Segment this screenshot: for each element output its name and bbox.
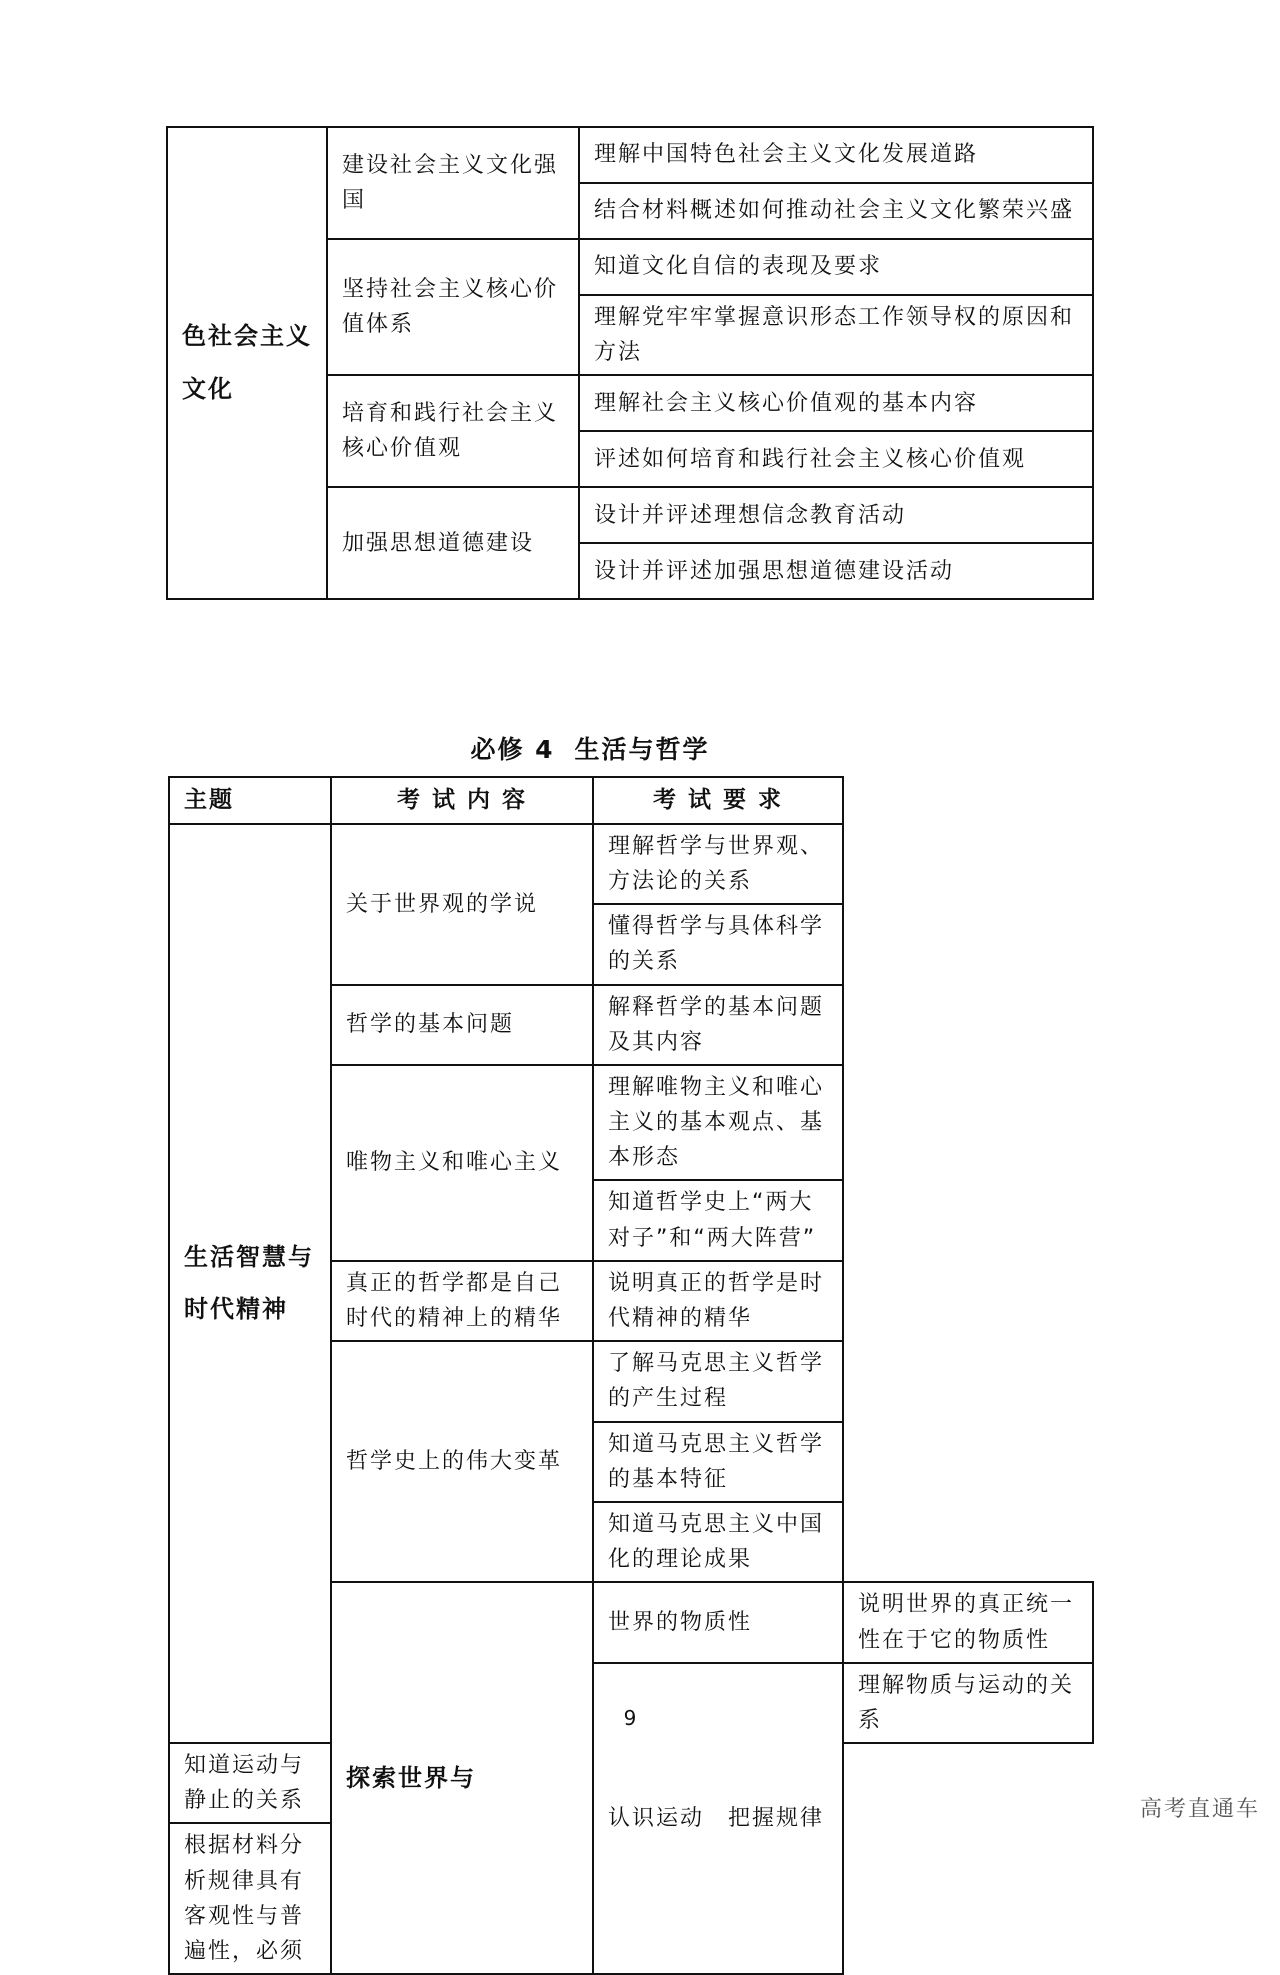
content-cell: 真正的哲学都是自己时代的精神上的精华 (331, 1261, 593, 1341)
requirement-cell: 设计并评述加强思想道德建设活动 (579, 543, 1093, 599)
header-content: 考 试 内 容 (331, 777, 593, 824)
section-title-prefix: 必修 4 (470, 735, 555, 764)
content-cell: 建设社会主义文化强国 (327, 127, 579, 239)
requirement-cell: 理解中国特色社会主义文化发展道路 (579, 127, 1093, 183)
table-row (167, 127, 1093, 183)
requirement-cell: 懂得哲学与具体科学的关系 (593, 904, 843, 984)
content-cell: 培育和践行社会主义核心价值观 (327, 375, 579, 487)
requirement-cell: 结合材料概述如何推动社会主义文化繁荣兴盛 (579, 183, 1093, 239)
requirement-cell: 理解物质与运动的关系 (843, 1663, 1093, 1743)
page-number: 9 (623, 1706, 637, 1730)
section-title (0, 730, 1180, 766)
theme-cell: 色社会主义文化 (167, 127, 327, 599)
requirement-cell: 理解哲学与世界观、方法论的关系 (593, 824, 843, 904)
watermark: 高考直通车 (1139, 1797, 1260, 1822)
requirement-cell: 知道马克思主义中国化的理论成果 (593, 1502, 843, 1582)
content-cell: 哲学史上的伟大变革 (331, 1341, 593, 1582)
requirement-cell: 说明真正的哲学是时代精神的精华 (593, 1261, 843, 1341)
table-row (169, 824, 1093, 904)
content-cell: 世界的物质性 (593, 1582, 843, 1662)
requirement-cell: 知道文化自信的表现及要求 (579, 239, 1093, 295)
content-cell: 唯物主义和唯心主义 (331, 1065, 593, 1261)
theme-cell: 生活智慧与时代精神 (169, 824, 331, 1743)
requirement-cell: 评述如何培育和践行社会主义核心价值观 (579, 431, 1093, 487)
requirement-cell: 知道哲学史上“两大对子”和“两大阵营” (593, 1180, 843, 1260)
header-theme: 主题 (169, 777, 331, 824)
header-requirement: 考 试 要 求 (593, 777, 843, 824)
content-cell: 加强思想道德建设 (327, 487, 579, 599)
requirement-cell: 理解唯物主义和唯心主义的基本观点、基本形态 (593, 1065, 843, 1181)
requirement-cell: 解释哲学的基本问题及其内容 (593, 985, 843, 1065)
philosophy-table (168, 776, 1094, 1975)
requirement-cell: 理解党牢牢掌握意识形态工作领导权的原因和方法 (579, 295, 1093, 375)
content-cell: 关于世界观的学说 (331, 824, 593, 985)
requirement-cell: 理解社会主义核心价值观的基本内容 (579, 375, 1093, 431)
culture-table (166, 126, 1094, 600)
theme-cell: 探索世界与 (331, 1582, 593, 1974)
requirement-cell: 说明世界的真正统一性在于它的物质性 (843, 1582, 1093, 1662)
requirement-cell: 设计并评述理想信念教育活动 (579, 487, 1093, 543)
requirement-cell: 根据材料分析规律具有客观性与普遍性，必须 (169, 1823, 331, 1974)
table-header-row (169, 777, 1093, 824)
content-cell: 哲学的基本问题 (331, 985, 593, 1065)
requirement-cell: 知道马克思主义哲学的基本特征 (593, 1422, 843, 1502)
content-cell: 坚持社会主义核心价值体系 (327, 239, 579, 375)
section-title-name: 生活与哲学 (574, 735, 710, 764)
requirement-cell: 了解马克思主义哲学的产生过程 (593, 1341, 843, 1421)
requirement-cell: 知道运动与静止的关系 (169, 1743, 331, 1823)
content-cell: 认识运动 把握规律 (593, 1663, 843, 1975)
